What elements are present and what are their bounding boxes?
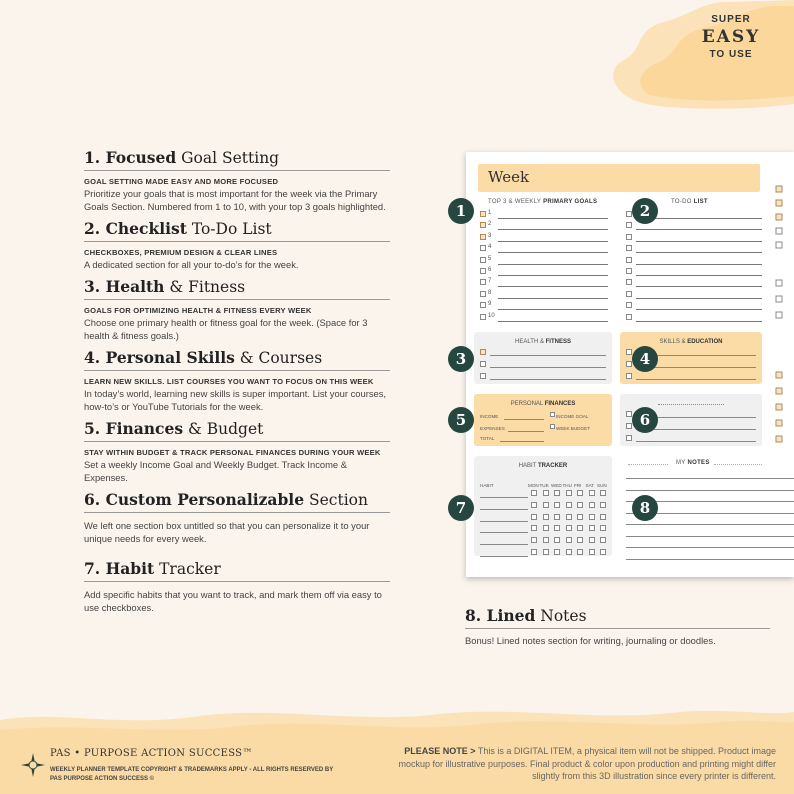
goal-number: 8 [488, 289, 492, 296]
marker-6: 6 [632, 407, 658, 433]
todo-row[interactable] [626, 313, 762, 324]
custom-row[interactable] [626, 434, 756, 444]
habit-checkbox[interactable] [600, 490, 606, 496]
marker-1: 1 [448, 198, 474, 224]
health-fitness-label: HEALTH & FITNESS [515, 339, 571, 345]
next-page-edge [770, 176, 794, 476]
todo-row[interactable] [626, 256, 762, 267]
income-goal-field[interactable]: INCOME GOAL [556, 414, 589, 419]
feature-description: In today’s world, learning new skills is super important. List your courses, how-to’s or YouTube Tutorials for the week. [84, 388, 387, 412]
goal-checkbox[interactable] [480, 279, 486, 285]
habit-checkbox[interactable] [531, 549, 537, 555]
todo-row[interactable] [626, 278, 762, 289]
personal-finances-box [474, 394, 612, 446]
habit-checkbox[interactable] [554, 525, 560, 531]
habit-checkbox[interactable] [554, 502, 560, 508]
planner-mockup [466, 152, 794, 577]
feature-description: A dedicated section for all your to-do’s for the week. [84, 259, 299, 270]
habit-tracker-box [474, 456, 612, 556]
habit-tracker-label: HABIT TRACKER [518, 463, 568, 469]
note-line[interactable] [626, 547, 794, 548]
planner-title: Week [488, 168, 530, 186]
feature-heading: 6. Custom Personalizable Section [84, 490, 390, 513]
goal-number: 1 [488, 210, 492, 216]
badge-line2: EASY [701, 27, 761, 47]
goal-checkbox[interactable] [480, 302, 486, 308]
goal-checkbox[interactable] [480, 257, 486, 263]
habit-checkbox[interactable] [566, 490, 572, 496]
habit-column-label: HABIT [480, 483, 494, 488]
feature-skills-courses [84, 348, 390, 413]
habit-checkbox[interactable] [589, 502, 595, 508]
goal-row[interactable] [480, 267, 608, 278]
habit-checkbox[interactable] [543, 514, 549, 520]
health-row[interactable] [480, 348, 606, 358]
feature-habit-tracker [84, 559, 390, 614]
feature-subtitle: GOAL SETTING MADE EASY AND MORE FOCUSED [84, 177, 279, 186]
note-line[interactable] [626, 559, 794, 560]
goals-label: TOP 3 & WEEKLY PRIMARY GOALS [488, 199, 598, 205]
feature-heading: 2. Checklist To-Do List [84, 219, 390, 242]
goal-checkbox[interactable] [480, 222, 486, 228]
habit-checkbox[interactable] [577, 549, 583, 555]
feature-heading: 1. Focused Goal Setting [84, 148, 390, 171]
habit-checkbox[interactable] [566, 514, 572, 520]
feature-subtitle: STAY WITHIN BUDGET & TRACK PERSONAL FINANCES DURING YOUR WEEK [84, 448, 381, 457]
note-text: This is a DIGITAL ITEM, a physical item will not be shipped. Product image mockup for illustrative purposes. Final product & color upon production and printing might differ slightly from this 3D illustration since every printer is different. [398, 746, 776, 781]
feature-subtitle: LEARN NEW SKILLS. LIST COURSES YOU WANT TO FOCUS ON THIS WEEK [84, 377, 374, 386]
habit-checkbox[interactable] [566, 502, 572, 508]
copyright-text: WEEKLY PLANNER TEMPLATE COPYRIGHT & TRADEMARKS APPLY - ALL RIGHTS RESERVED BY PAS PURPOSE ACTION SUCCESS © [50, 767, 334, 782]
habit-checkbox[interactable] [589, 514, 595, 520]
habit-checkbox[interactable] [589, 537, 595, 543]
badge-line3: TO USE [709, 49, 753, 60]
habit-checkbox[interactable] [531, 490, 537, 496]
footer-note [376, 745, 776, 783]
compass-logo-icon [20, 752, 46, 778]
feature-finances-budget [84, 419, 390, 484]
goal-row[interactable] [480, 210, 608, 221]
goal-number: 4 [488, 244, 492, 251]
habit-checkbox[interactable] [566, 525, 572, 531]
habit-checkbox[interactable] [589, 549, 595, 555]
habit-day-label: FRI [574, 483, 582, 488]
habit-checkbox[interactable] [543, 525, 549, 531]
goal-checkbox[interactable] [480, 245, 486, 251]
marker-4: 4 [632, 346, 658, 372]
income-field[interactable]: INCOME [480, 414, 499, 419]
goal-number: 2 [488, 221, 492, 228]
habit-day-label: TUE [539, 483, 549, 488]
marker-3: 3 [448, 346, 474, 372]
habit-checkbox[interactable] [600, 537, 606, 543]
habit-checkbox[interactable] [589, 490, 595, 496]
feature-description: Add specific habits that you want to track, and mark them off via easy to use checkboxes. [84, 589, 382, 613]
feature-list [84, 148, 390, 620]
marker-7: 7 [448, 495, 474, 521]
feature-description: Prioritize your goals that is most important for the week via the Primary Goals Section. Numbered from 1 to 10, with your top 3 goals highlighted. [84, 188, 386, 212]
feature-description: We left one section box untitled so that you can personalize it to your unique needs for every week. [84, 520, 370, 544]
week-budget-field[interactable]: WEEK BUDGET [556, 426, 590, 431]
todo-label: TO-DO LIST [671, 199, 708, 205]
habit-checkbox[interactable] [554, 490, 560, 496]
habit-day-label: MON [528, 483, 539, 488]
goal-number: 3 [488, 232, 492, 239]
goal-checkbox[interactable] [480, 291, 486, 297]
planner-header [478, 164, 760, 192]
habit-day-label: WED [551, 483, 562, 488]
goal-checkbox[interactable] [480, 211, 486, 217]
habit-checkbox[interactable] [600, 514, 606, 520]
habit-checkbox[interactable] [543, 549, 549, 555]
goal-number: 9 [488, 301, 492, 308]
todo-row[interactable] [626, 290, 762, 301]
goal-checkbox[interactable] [480, 314, 486, 320]
habit-checkbox[interactable] [554, 549, 560, 555]
habit-checkbox[interactable] [600, 502, 606, 508]
feature-custom-section [84, 490, 390, 545]
habit-checkbox[interactable] [531, 525, 537, 531]
skills-row[interactable] [626, 372, 756, 382]
goal-row[interactable] [480, 256, 608, 267]
todo-row[interactable] [626, 244, 762, 255]
goal-row[interactable] [480, 221, 608, 232]
habit-checkbox[interactable] [577, 525, 583, 531]
habit-checkbox[interactable] [554, 514, 560, 520]
feature-goal-setting [84, 148, 390, 213]
todo-row[interactable] [626, 267, 762, 278]
feature-heading: 4. Personal Skills & Courses [84, 348, 390, 371]
personal-finances-label: PERSONAL FINANCES [510, 401, 576, 407]
goal-checkbox[interactable] [480, 234, 486, 240]
marker-5: 5 [448, 407, 474, 433]
feature-lined-notes [465, 606, 770, 646]
goal-row[interactable] [480, 244, 608, 255]
note-line[interactable] [626, 536, 794, 537]
marker-8: 8 [632, 495, 658, 521]
habit-checkbox[interactable] [566, 549, 572, 555]
brand-name: PAS • PURPOSE ACTION SUCCESS™ [50, 748, 253, 759]
habit-day-label: THU [562, 483, 572, 488]
habit-checkbox[interactable] [600, 549, 606, 555]
badge-text [686, 14, 776, 60]
habit-checkbox[interactable] [531, 514, 537, 520]
feature-subtitle: CHECKBOXES, PREMIUM DESIGN & CLEAR LINES [84, 248, 278, 257]
goal-number: 10 [488, 312, 495, 319]
goal-number: 7 [488, 278, 492, 285]
goal-row[interactable] [480, 233, 608, 244]
habit-checkbox[interactable] [543, 502, 549, 508]
feature-heading: 3. Health & Fitness [84, 277, 390, 300]
todo-row[interactable] [626, 301, 762, 312]
habit-checkbox[interactable] [577, 502, 583, 508]
goal-row[interactable] [480, 313, 608, 324]
my-notes-label: MY NOTES [676, 460, 710, 466]
habit-checkbox[interactable] [531, 502, 537, 508]
marker-2: 2 [632, 198, 658, 224]
total-field[interactable]: TOTAL [480, 436, 495, 441]
goal-checkbox[interactable] [480, 268, 486, 274]
note-label: PLEASE NOTE > [404, 746, 476, 756]
note-line[interactable] [626, 490, 794, 491]
habit-checkbox[interactable] [531, 537, 537, 543]
health-row[interactable] [480, 372, 606, 382]
feature-heading: 7. Habit Tracker [84, 559, 390, 582]
habit-checkbox[interactable] [577, 490, 583, 496]
feature-health-fitness [84, 277, 390, 342]
habit-checkbox[interactable] [589, 525, 595, 531]
feature-subtitle: GOALS FOR OPTIMIZING HEALTH & FITNESS EVERY WEEK [84, 306, 312, 315]
habit-checkbox[interactable] [543, 537, 549, 543]
goal-number: 6 [488, 267, 492, 273]
feature-description: Set a weekly Income Goal and Weekly Budget. Track Income & Expenses. [84, 459, 347, 483]
goal-row[interactable] [480, 290, 608, 301]
expenses-field[interactable]: EXPENSES [480, 426, 505, 431]
habit-checkbox[interactable] [577, 514, 583, 520]
feature-description: Bonus! Lined notes section for writing, journaling or doodles. [465, 635, 716, 646]
goal-row[interactable] [480, 301, 608, 312]
habit-checkbox[interactable] [543, 490, 549, 496]
note-line[interactable] [626, 478, 794, 479]
health-fitness-box [474, 332, 612, 384]
habit-checkbox[interactable] [577, 537, 583, 543]
feature-heading: 5. Finances & Budget [84, 419, 390, 442]
habit-day-label: SUN [597, 483, 607, 488]
skills-education-label: SKILLS & EDUCATION [659, 339, 723, 345]
feature-description: Choose one primary health or fitness goal for the week. (Space for 3 health & fitness goals.) [84, 317, 368, 341]
goal-row[interactable] [480, 278, 608, 289]
todo-row[interactable] [626, 233, 762, 244]
note-line[interactable] [626, 524, 794, 525]
habit-checkbox[interactable] [600, 525, 606, 531]
feature-heading: 8. Lined Notes [465, 606, 770, 629]
health-row[interactable] [480, 360, 606, 370]
goal-number: 5 [488, 255, 492, 262]
habit-checkbox[interactable] [554, 537, 560, 543]
habit-checkbox[interactable] [566, 537, 572, 543]
habit-day-label: SAT [585, 483, 595, 488]
feature-todo-list [84, 219, 390, 271]
badge-line1: SUPER [711, 14, 751, 25]
